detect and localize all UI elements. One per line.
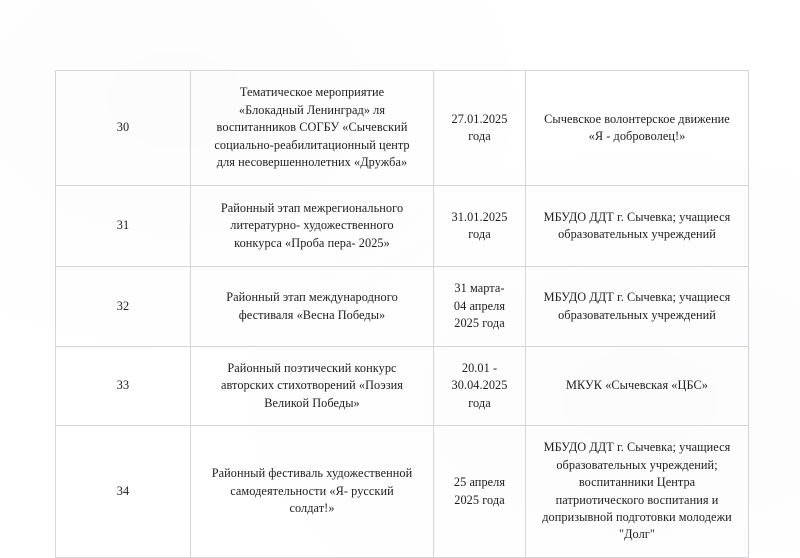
text-line: 25 апреля — [453, 475, 506, 490]
event-date-cell — [434, 267, 526, 347]
text-line: патриотического воспитания и — [555, 492, 719, 507]
organizer-cell — [526, 186, 749, 267]
text-line: Великой Победы» — [264, 395, 360, 410]
text-line: литературно- художественного — [230, 218, 394, 233]
event-name-cell — [191, 71, 434, 186]
event-name-cell — [191, 426, 434, 558]
event-name-cell — [191, 347, 434, 426]
text-line: «Блокадный Ленинград» ля — [238, 102, 386, 117]
text-line: образовательных учреждений — [558, 227, 716, 241]
text-line: МБУДО ДДТ г. Сычевка; учащиеся — [543, 209, 731, 224]
organizer-cell — [526, 267, 749, 347]
text-line: 27.01.2025 — [451, 111, 508, 126]
text-line: образовательных учреждений; — [556, 457, 718, 472]
table-row — [56, 347, 749, 426]
text-line: социально-реабилитационный центр — [214, 137, 410, 152]
table-row — [56, 426, 749, 558]
text-line: 2025 года — [454, 492, 505, 507]
text-line: Районный поэтический конкурс — [227, 360, 397, 375]
row-number-cell — [56, 267, 191, 347]
text-line: Районный этап международного — [226, 290, 398, 305]
text-line: 2025 года — [454, 316, 505, 331]
text-line: Районный фестиваль художественной — [211, 466, 413, 481]
text-line: конкурса «Проба пера- 2025» — [234, 235, 390, 250]
text-line: для несовершеннолетних «Дружба» — [216, 155, 408, 170]
text-line: 33 — [116, 378, 130, 393]
table-row — [56, 186, 749, 267]
row-number-cell — [56, 71, 191, 186]
row-number-cell — [56, 186, 191, 267]
text-line: 31 — [116, 218, 130, 233]
events-table — [55, 70, 749, 558]
text-line: МБУДО ДДТ г. Сычевка; учащиеся — [543, 290, 731, 305]
text-line: МБУДО ДДТ г. Сычевка; учащиеся — [543, 440, 731, 455]
text-line: 34 — [116, 483, 130, 498]
text-line: "Долг" — [619, 527, 655, 542]
organizer-cell — [526, 426, 749, 558]
text-line: солдат!» — [289, 501, 335, 516]
text-line: 31.01.2025 — [451, 209, 508, 224]
events-table-body — [56, 71, 749, 558]
text-line: 30.04.2025 — [451, 378, 508, 393]
text-line: 31 марта- — [454, 281, 505, 296]
text-line: «Я - доброволец!» — [588, 129, 686, 143]
text-line: образовательных учреждений — [558, 307, 716, 322]
text-line: 32 — [116, 298, 130, 313]
event-date-cell — [434, 347, 526, 426]
text-line: фестиваля «Весна Победы» — [238, 307, 386, 322]
text-line: самодеятельности «Я- русский — [230, 483, 394, 498]
text-line: авторских стихотворений «Поэзия — [220, 378, 404, 393]
text-line: допризывной подготовки молодежи — [542, 509, 732, 524]
text-line: Сычевское волонтерское движение — [544, 111, 730, 126]
text-line: 30 — [116, 120, 130, 135]
row-number-cell — [56, 426, 191, 558]
organizer-cell — [526, 71, 749, 186]
text-line: 04 апреля — [453, 298, 506, 313]
text-line: Районный этап межрегионального — [220, 200, 404, 215]
text-line: года — [468, 227, 491, 241]
text-line: года — [468, 395, 491, 410]
text-line: МКУК «Сычевская «ЦБС» — [566, 378, 708, 393]
event-name-cell — [191, 267, 434, 347]
event-name-cell — [191, 186, 434, 267]
event-date-cell — [434, 426, 526, 558]
table-row — [56, 267, 749, 347]
text-line: 20.01 - — [461, 360, 498, 375]
text-line: воспитанники Центра — [578, 475, 696, 490]
text-line: года — [468, 129, 491, 143]
text-line: Тематическое мероприятие — [239, 85, 385, 100]
organizer-cell — [526, 347, 749, 426]
table-row — [56, 71, 749, 186]
text-line: воспитанников СОГБУ «Сычевский — [216, 120, 408, 135]
event-date-cell — [434, 186, 526, 267]
event-date-cell — [434, 71, 526, 186]
row-number-cell — [56, 347, 191, 426]
